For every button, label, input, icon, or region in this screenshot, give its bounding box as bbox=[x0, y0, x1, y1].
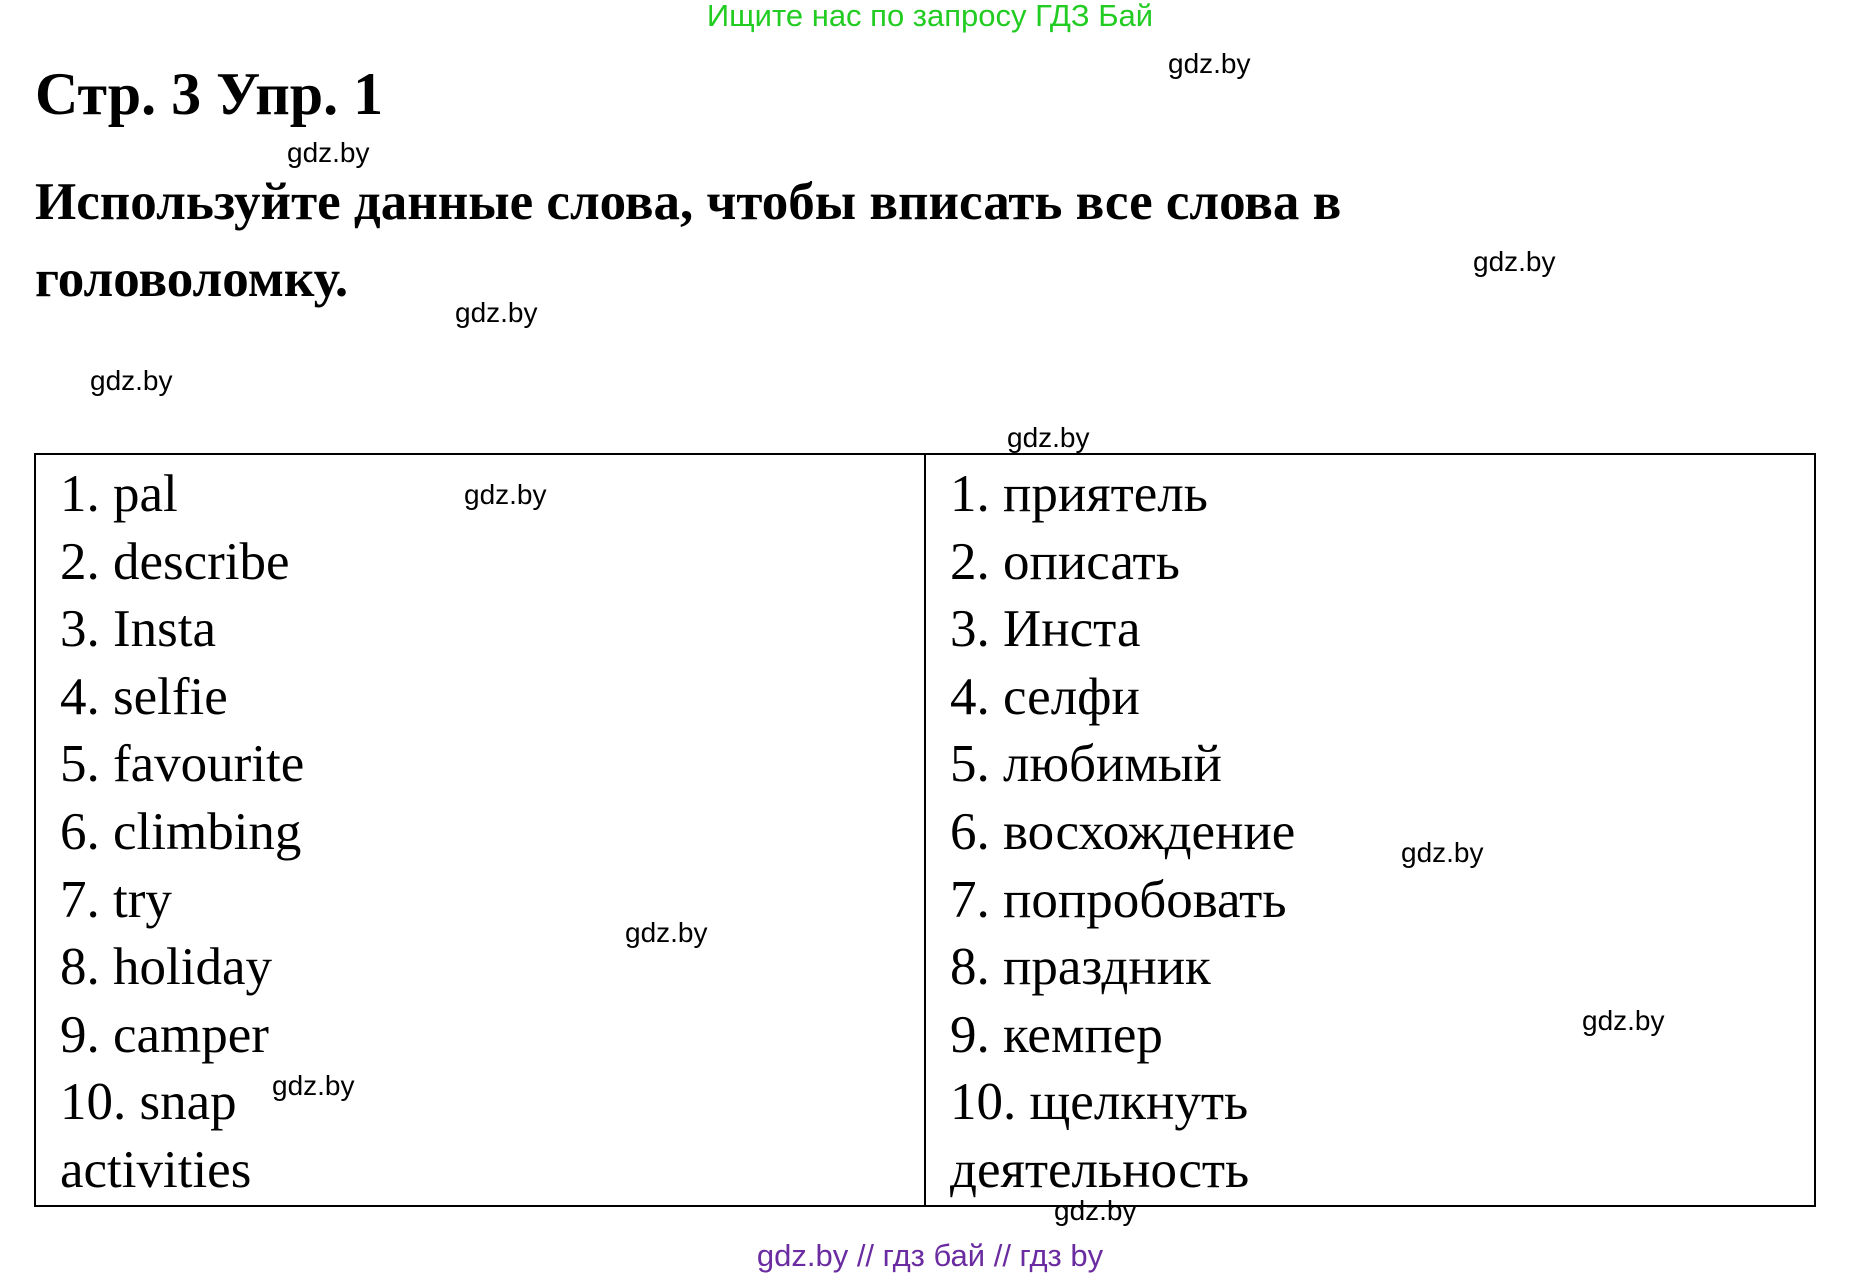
list-item: 4. selfie bbox=[60, 667, 228, 726]
list-item: 6. climbing bbox=[60, 802, 302, 861]
russian-column bbox=[925, 454, 1815, 1206]
list-item: 5. favourite bbox=[60, 735, 305, 794]
watermark: gdz.by bbox=[287, 137, 370, 168]
watermark: gdz.by bbox=[1401, 837, 1484, 868]
list-item: 9. camper bbox=[60, 1005, 269, 1064]
instruction-line-1: Используйте данные слова, чтобы вписать все слова в bbox=[35, 173, 1342, 231]
list-item: 7. попробовать bbox=[950, 870, 1287, 929]
list-item: 4. селфи bbox=[950, 667, 1140, 726]
footer-links: gdz.by // гдз бай // гдз by bbox=[756, 1238, 1104, 1273]
list-item: 6. восхождение bbox=[950, 802, 1296, 861]
list-item: 2. описать bbox=[950, 532, 1180, 591]
watermark: gdz.by bbox=[1473, 246, 1556, 277]
list-item: деятельность bbox=[950, 1140, 1250, 1199]
watermark: gdz.by bbox=[625, 917, 708, 948]
list-item: activities bbox=[60, 1140, 252, 1199]
watermark: gdz.by bbox=[1582, 1005, 1665, 1036]
list-item: 8. праздник bbox=[950, 938, 1211, 997]
watermark: gdz.by bbox=[1168, 48, 1251, 79]
list-item: 3. Insta bbox=[60, 600, 217, 659]
english-column bbox=[35, 454, 925, 1206]
search-banner: Ищите нас по запросу ГДЗ Бай bbox=[706, 0, 1154, 33]
watermark: gdz.by bbox=[1054, 1195, 1137, 1226]
list-item: 3. Инста bbox=[950, 600, 1141, 659]
list-item: 1. приятель bbox=[950, 465, 1208, 523]
list-item: 7. try bbox=[60, 870, 172, 929]
watermark: gdz.by bbox=[90, 365, 173, 396]
list-item: 10. snap bbox=[60, 1073, 237, 1132]
list-item: 10. щелкнуть bbox=[950, 1073, 1249, 1132]
page-title: Стр. 3 Упр. 1 bbox=[35, 61, 384, 127]
instruction-line-2: головоломку. bbox=[35, 250, 349, 308]
watermark: gdz.by bbox=[272, 1070, 355, 1101]
list-item: 2. describe bbox=[60, 532, 290, 591]
watermark: gdz.by bbox=[1007, 422, 1090, 453]
list-item: 1. pal bbox=[60, 465, 178, 523]
watermark: gdz.by bbox=[464, 479, 547, 510]
list-item: 5. любимый bbox=[950, 735, 1222, 794]
watermark: gdz.by bbox=[455, 297, 538, 328]
list-item: 8. holiday bbox=[60, 938, 272, 997]
list-item: 9. кемпер bbox=[950, 1005, 1163, 1064]
